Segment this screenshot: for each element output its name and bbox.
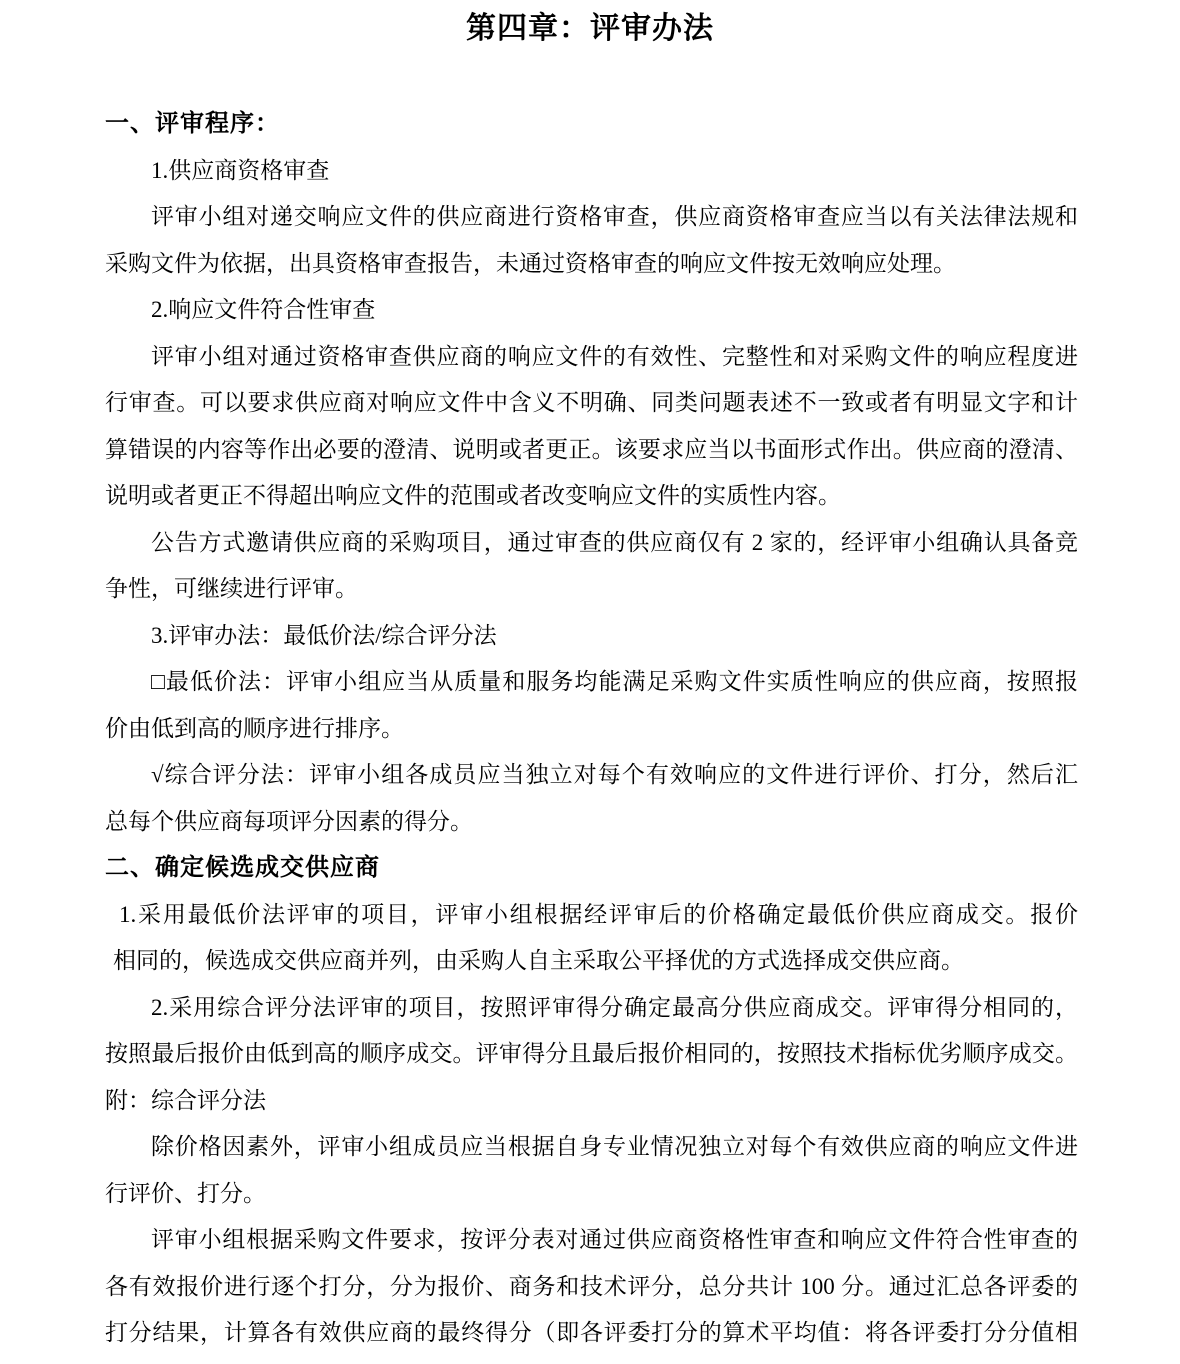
paragraph bbox=[105, 148, 1078, 195]
section-heading bbox=[105, 101, 1078, 148]
paragraph bbox=[105, 892, 1078, 985]
text-line: 行审查。可以要求供应商对响应文件中含义不明确、同类问题表述不一致或者有明显文字和计 bbox=[105, 390, 1078, 415]
text-line: 相同的，候选成交供应商并列，由采购人自主采取公平择优的方式选择成交供应商。 bbox=[113, 948, 964, 973]
paragraph bbox=[105, 287, 1078, 334]
paragraph bbox=[105, 752, 1078, 845]
text-line: 按照最后报价由低到高的顺序成交。评审得分且最后报价相同的，按照技术指标优劣顺序成交。 bbox=[105, 1041, 1078, 1066]
text-line: 各有效报价进行逐个打分，分为报价、商务和技术评分，总分共计 100 分。通过汇总各评委的 bbox=[105, 1273, 1078, 1299]
text-line: 总每个供应商每项评分因素的得分。 bbox=[105, 808, 473, 834]
text-line: 一、评审程序： bbox=[105, 110, 280, 137]
text-line: 价由低到高的顺序进行排序。 bbox=[105, 715, 404, 741]
text-line: □最低价法：评审小组应当从质量和服务均能满足采购文件实质性响应的供应商，按照报 bbox=[151, 669, 1078, 694]
text-line: 除价格因素外，评审小组成员应当根据自身专业情况独立对每个有效供应商的响应文件进 bbox=[151, 1134, 1078, 1159]
paragraph bbox=[105, 1124, 1078, 1217]
text-line: 打分结果，计算各有效供应商的最终得分（即各评委打分的算术平均值：将各评委打分分值相 bbox=[105, 1320, 1078, 1345]
paragraph bbox=[105, 613, 1078, 660]
text-line: 评审小组根据采购文件要求，按评分表对通过供应商资格性审查和响应文件符合性审查的 bbox=[151, 1227, 1078, 1252]
text-line: 1.采用最低价法评审的项目，评审小组根据经评审后的价格确定最低价供应商成交。报价 bbox=[119, 901, 1078, 927]
text-line: 2.采用综合评分法评审的项目，按照评审得分确定最高分供应商成交。评审得分相同的， bbox=[151, 994, 1078, 1020]
text-line: 二、确定候选成交供应商 bbox=[105, 854, 380, 881]
paragraph bbox=[105, 520, 1078, 613]
paragraph bbox=[105, 1217, 1078, 1357]
paragraph bbox=[105, 1078, 1078, 1125]
document-body bbox=[105, 101, 1078, 1357]
text-line: 说明或者更正不得超出响应文件的范围或者改变响应文件的实质性内容。 bbox=[105, 483, 841, 508]
paragraph bbox=[105, 985, 1078, 1078]
section-heading bbox=[105, 845, 1078, 892]
text-line: 争性，可继续进行评审。 bbox=[105, 576, 358, 601]
text-line: 评审小组对递交响应文件的供应商进行资格审查，供应商资格审查应当以有关法律法规和 bbox=[151, 204, 1078, 229]
page-title: 第四章：评审办法 bbox=[466, 12, 714, 45]
text-line: 附：综合评分法 bbox=[105, 1087, 266, 1113]
text-line: 算错误的内容等作出必要的澄清、说明或者更正。该要求应当以书面形式作出。供应商的澄清、 bbox=[105, 436, 1078, 462]
text-line: 公告方式邀请供应商的采购项目，通过审查的供应商仅有 2 家的，经评审小组确认具备竞 bbox=[151, 529, 1078, 555]
paragraph bbox=[105, 659, 1078, 752]
text-line: 行评价、打分。 bbox=[105, 1180, 266, 1206]
text-line: √综合评分法：评审小组各成员应当独立对每个有效响应的文件进行评价、打分，然后汇 bbox=[151, 762, 1078, 787]
paragraph bbox=[105, 334, 1078, 520]
text-line: 2.响应文件符合性审查 bbox=[151, 297, 376, 322]
text-line: 评审小组对通过资格审查供应商的响应文件的有效性、完整性和对采购文件的响应程度进 bbox=[151, 343, 1078, 369]
text-line: 1.供应商资格审查 bbox=[151, 157, 330, 183]
text-line: 3.评审办法：最低价法/综合评分法 bbox=[151, 622, 497, 648]
text-line: 采购文件为依据，出具资格审查报告，未通过资格审查的响应文件按无效响应处理。 bbox=[105, 250, 956, 276]
paragraph bbox=[105, 194, 1078, 287]
